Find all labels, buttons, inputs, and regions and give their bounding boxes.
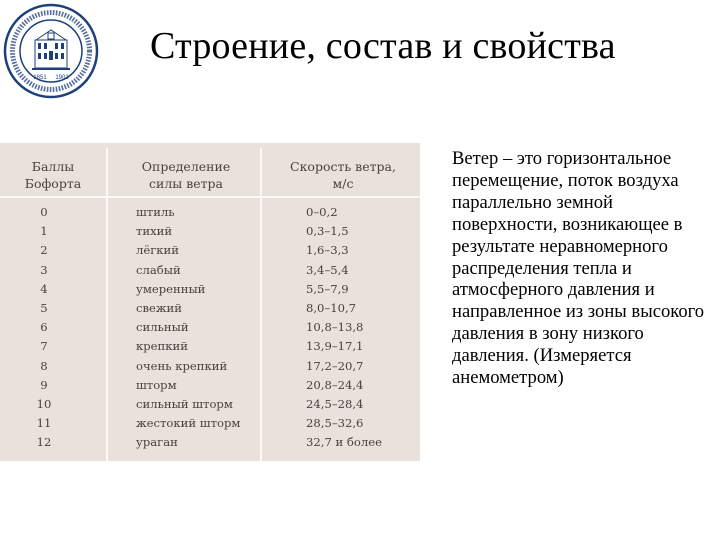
cell-beaufort-score: 11 (36, 416, 52, 431)
cell-wind-force: крепкий (136, 339, 188, 354)
cell-beaufort-score: 5 (40, 301, 48, 315)
cell-wind-force: очень крепкий (136, 358, 228, 373)
cell-wind-speed: 3,4–5,4 (306, 262, 349, 277)
cell-beaufort-score: 1 (40, 224, 48, 239)
cell-wind-force: свежий (136, 301, 183, 315)
seal-year-left: 1851 (33, 75, 47, 81)
cell-wind-speed: 1,6–3,3 (306, 243, 349, 258)
cell-wind-speed: 20,8–24,4 (306, 377, 364, 392)
beaufort-table (0, 143, 420, 461)
definition-text: Ветер – это горизонтальное перемещение, поток воздуха параллельно земной поверхности, возникающее в результате неравномерного распределения тепла и атмосферного давления и направленное из зоны высокого давления в зону низкого давления. (Измеряется анемометром) (452, 148, 705, 389)
cell-wind-force: сильный шторм (136, 397, 233, 411)
slide-title: Строение, состав и свойства (150, 25, 616, 67)
cell-wind-force: лёгкий (136, 243, 180, 258)
column-divider (260, 148, 262, 461)
cell-beaufort-score: 10 (36, 397, 52, 411)
cell-beaufort-score: 0 (40, 205, 48, 219)
cell-beaufort-score: 6 (40, 320, 48, 335)
cell-wind-force: слабый (136, 262, 181, 277)
cell-wind-speed: 17,2–20,7 (306, 358, 364, 373)
header-divider (0, 196, 420, 198)
cell-wind-speed: 0–0,2 (306, 205, 338, 219)
cell-beaufort-score: 12 (36, 435, 52, 450)
cell-wind-speed: 32,7 и более (306, 435, 382, 450)
cell-wind-speed: 10,8–13,8 (306, 320, 364, 335)
cell-beaufort-score: 2 (40, 243, 48, 258)
header-wind-force: Определение силы ветра (141, 159, 231, 191)
cell-wind-force: тихий (136, 224, 173, 239)
cell-wind-force: шторм (136, 377, 177, 392)
header-wind-speed: Скорость ветра, м/с (290, 159, 396, 191)
cell-wind-speed: 13,9–17,1 (306, 339, 364, 354)
cell-wind-speed: 24,5–28,4 (306, 397, 364, 411)
header-beaufort: Баллы Бофорта (24, 159, 82, 191)
cell-beaufort-score: 4 (40, 281, 48, 296)
cell-wind-speed: 8,0–10,7 (306, 301, 357, 315)
cell-wind-force: умеренный (136, 281, 206, 296)
seal-year-right: 1901 (55, 75, 69, 81)
cell-beaufort-score: 8 (40, 358, 48, 373)
cell-beaufort-score: 3 (40, 262, 48, 277)
university-seal-icon (2, 2, 100, 100)
cell-beaufort-score: 7 (40, 339, 48, 354)
cell-wind-speed: 5,5–7,9 (306, 281, 349, 296)
column-divider (106, 148, 108, 461)
cell-beaufort-score: 9 (40, 377, 48, 392)
cell-wind-force: штиль (136, 205, 175, 219)
cell-wind-force: сильный (136, 320, 189, 335)
cell-wind-speed: 0,3–1,5 (306, 224, 349, 239)
cell-wind-force: жестокий шторм (136, 416, 241, 431)
cell-wind-speed: 28,5–32,6 (306, 416, 364, 431)
cell-wind-force: ураган (136, 435, 178, 450)
